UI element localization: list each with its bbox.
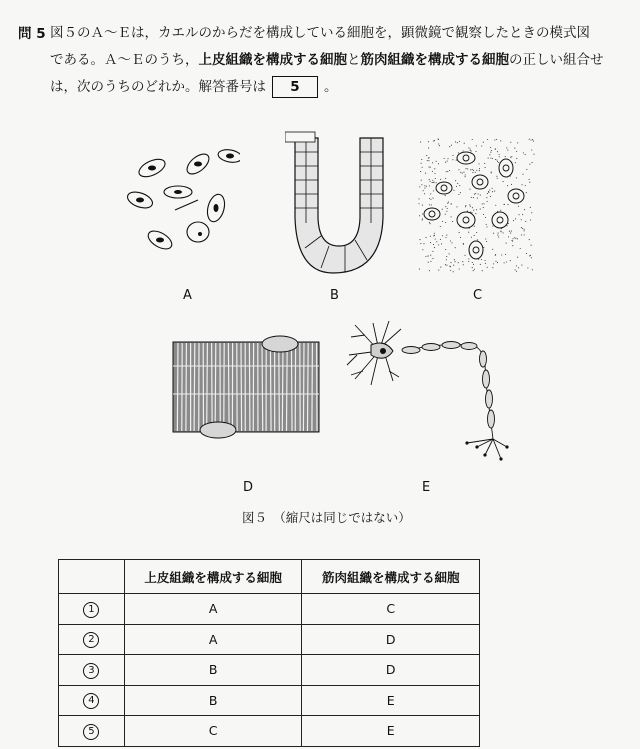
figure-label-c: C — [473, 288, 483, 303]
choice-number: 1 — [83, 602, 99, 618]
choice-number-cell — [59, 685, 125, 716]
choice-number: 5 — [83, 724, 99, 740]
question-text — [50, 20, 625, 101]
choice-number: 2 — [83, 632, 99, 648]
muscle-cell: D — [302, 655, 480, 686]
choice-number-cell — [59, 655, 125, 686]
epithelial-cell: A — [124, 594, 302, 625]
epithelial-cell: C — [124, 716, 302, 747]
question-line-1: 図５のＡ～Ｅは，カエルのからだを構成している細胞を，顕微鏡で観察したときの模式図 — [50, 25, 590, 41]
table-header: 筋肉組織を構成する細胞 — [302, 560, 480, 594]
figure-label-b: B — [330, 288, 339, 303]
figure-label-d: D — [243, 480, 254, 495]
table-row — [59, 655, 480, 686]
figure-caption — [242, 508, 411, 526]
figure-d-drawing — [172, 332, 320, 442]
choice-number: 3 — [83, 663, 99, 679]
choice-number-cell — [59, 716, 125, 747]
table-header — [59, 560, 125, 594]
muscle-cell: E — [302, 716, 480, 747]
question-line-3 — [50, 74, 625, 101]
question-number: 問 5 — [18, 26, 46, 42]
answer-number-box: 5 — [272, 76, 318, 98]
emphasis-muscle: 筋肉組織を構成する細胞 — [360, 52, 509, 68]
answer-table — [58, 559, 480, 747]
epithelial-cell: B — [124, 685, 302, 716]
emphasis-epithelial: 上皮組織を構成する細胞 — [198, 52, 347, 68]
figure-c-drawing — [418, 138, 536, 273]
figure-a-drawing — [120, 148, 240, 258]
figure-b-drawing — [285, 128, 393, 278]
question-text-part: は，次のうちのどれか。解答番号は — [50, 79, 266, 95]
question-text-part: と — [347, 52, 361, 68]
question-text-part: 。 — [324, 79, 338, 95]
muscle-cell: C — [302, 594, 480, 625]
figure-label-e: E — [422, 480, 431, 495]
table-header: 上皮組織を構成する細胞 — [124, 560, 302, 594]
question-text-part: である。Ａ～Ｅのうち， — [50, 52, 199, 68]
choice-number-cell — [59, 594, 125, 625]
table-header-row — [59, 560, 480, 594]
table-row — [59, 685, 480, 716]
figure-caption-note: （縮尺は同じではない） — [279, 510, 411, 525]
figure-label-a: A — [183, 288, 192, 303]
table-row — [59, 624, 480, 655]
question-text-part: の正しい組合せ — [509, 52, 604, 68]
muscle-cell: D — [302, 624, 480, 655]
figure-e-drawing — [345, 315, 515, 475]
question-line-2 — [50, 47, 625, 74]
muscle-cell: E — [302, 685, 480, 716]
table-row — [59, 716, 480, 747]
figure-caption-title: 図５ — [242, 510, 268, 525]
epithelial-cell: A — [124, 624, 302, 655]
choice-number-cell — [59, 624, 125, 655]
epithelial-cell: B — [124, 655, 302, 686]
table-row — [59, 594, 480, 625]
choice-number: 4 — [83, 693, 99, 709]
